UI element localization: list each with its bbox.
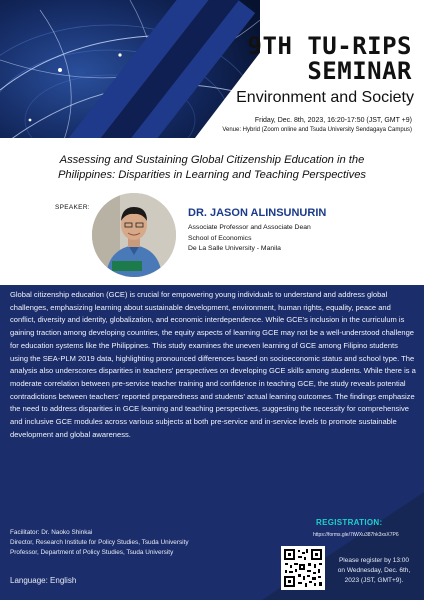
header-banner — [0, 0, 424, 138]
registration-link[interactable]: https://forms.gle/7tWXu387hk3xsX7P6 — [313, 532, 399, 538]
facilitator-info — [10, 528, 189, 558]
talk-title-line2: Philippines: Disparities in Learning and Teaching Perspectives — [57, 169, 367, 181]
seminar-title-line2: SEMINAR — [307, 57, 412, 85]
event-date: Friday, Dec. 8th, 2023, 16:20-17:50 (JST, GMT +9) — [254, 117, 412, 124]
talk-title — [24, 153, 400, 183]
speaker-portrait-graphic — [92, 193, 176, 277]
speaker-name: DR. JASON ALINSUNURIN — [188, 207, 327, 219]
speaker-label: SPEAKER: — [55, 204, 90, 211]
facilitator-role2: Professor, Department of Policy Studies, Tsuda University — [10, 549, 174, 556]
registration-qr-code[interactable] — [281, 546, 325, 590]
speaker-university: De La Salle University - Manila — [188, 245, 281, 252]
abstract-text: Global citizenship education (GCE) is crucial for empowering young individuals to understand and address global challenges, emphasizing learning about sustainable development, environment, human rights, equality, peace and conflict, diversity and identity, globalization, and economic interdependence. While GCE's inclusion in the curriculum is gaining traction among developing countries, the equity aspects of learning GCE may not be a well-understood challenge for education systems like the Philippines. This study examines the uneven learning of GCE among Filipino students using the SEA-PLM 2019 data, highlighting pronounced differences based on socioeconomic status and school type. The analysis also underscores disparities in teachers' perspectives on developing GCE skills among students. While there is a moderate correlation between pre-service teacher training and confidence in teaching GCE, the study reveals potential contradictions between teachers' reported preparedness and students' actual learning outcomes. The findings emphasize the need to address disparities in GCE learning and teaching perspectives, suggesting the necessity for comprehensive and inclusive GCE modules across various subjects at both pre-service and in-service levels to promote sustainable development and global awareness. — [10, 290, 416, 439]
qr-code-icon — [281, 546, 325, 590]
seminar-title-line1: 9TH TU-RIPS — [247, 32, 412, 60]
speaker-photo — [92, 193, 176, 277]
registration-title: REGISTRATION: — [316, 518, 383, 527]
speaker-affiliation — [188, 223, 311, 255]
talk-title-line1: Assessing and Sustaining Global Citizenship Education in the — [59, 154, 365, 166]
facilitator-name: Facilitator: Dr. Naoko Shinkai — [10, 529, 93, 536]
speaker-position: Associate Professor and Associate Dean — [188, 224, 311, 231]
registration-deadline — [330, 556, 418, 586]
speaker-school: School of Economics — [188, 234, 252, 242]
registration-deadline-line3: 2023 (JST, GMT+9). — [344, 577, 404, 584]
facilitator-role1: Director, Research Institute for Policy Studies, Tsuda University — [10, 539, 189, 546]
event-venue: Venue: Hybrid (Zoom online and Tsuda University Sendagaya Campus) — [222, 127, 412, 133]
registration-deadline-line2: on Wednesday, Dec. 6th, — [337, 567, 411, 574]
seminar-subtitle: Environment and Society — [236, 89, 414, 106]
registration-deadline-line1: Please register by 13:00 — [338, 557, 410, 564]
language-info: Language: English — [10, 576, 77, 585]
